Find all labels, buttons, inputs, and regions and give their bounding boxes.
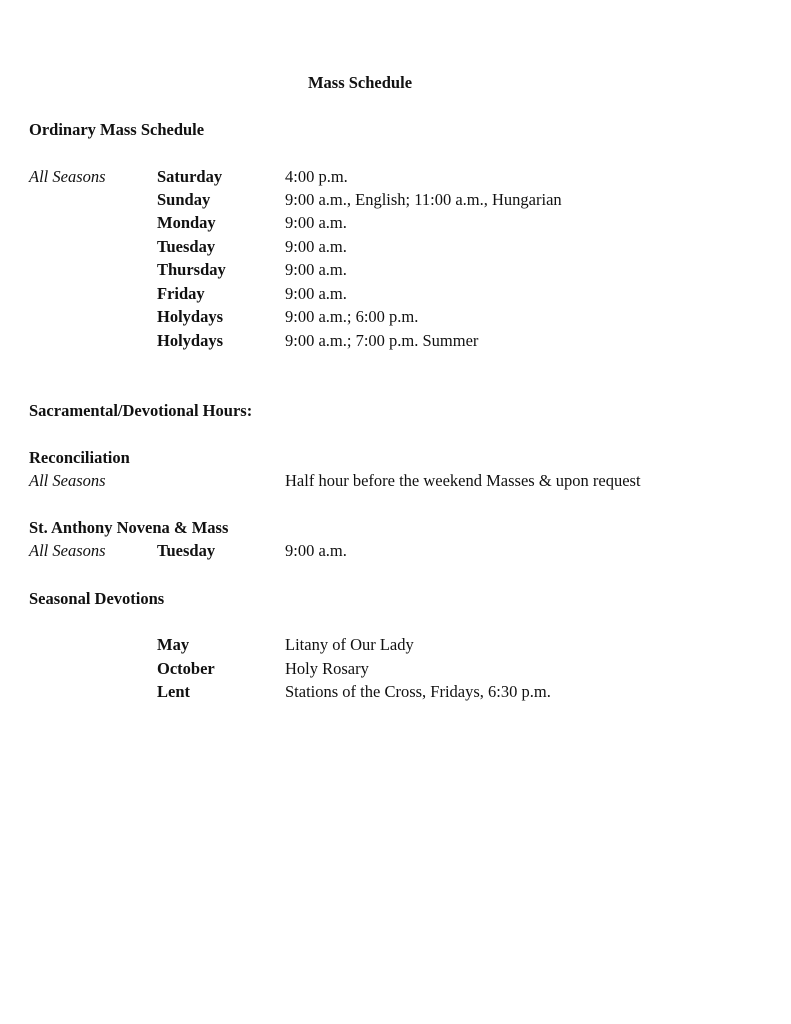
time-value: 9:00 a.m. (285, 260, 347, 279)
novena-heading: St. Anthony Novena & Mass (29, 518, 229, 537)
schedule-row (0, 284, 791, 306)
schedule-row (0, 331, 791, 353)
time-value: 9:00 a.m., English; 11:00 a.m., Hungarian (285, 190, 562, 209)
reconciliation-heading: Reconciliation (29, 448, 130, 467)
schedule-row (0, 237, 791, 259)
ordinary-schedule-heading: Ordinary Mass Schedule (29, 120, 205, 139)
schedule-row (0, 307, 791, 329)
day-label: Sunday (157, 190, 211, 209)
day-label: Friday (157, 284, 205, 303)
reconciliation-row (0, 471, 791, 493)
devotion-value: Holy Rosary (285, 659, 369, 678)
day-label: Holydays (157, 331, 224, 350)
schedule-row (0, 213, 791, 235)
devotion-value: Litany of Our Lady (285, 635, 414, 654)
devotion-row (0, 682, 791, 704)
schedule-row (0, 190, 791, 212)
season-label: All Seasons (29, 471, 106, 490)
time-value: 9:00 a.m.; 7:00 p.m. Summer (285, 331, 479, 350)
devotion-row (0, 659, 791, 681)
day-label: Thursday (157, 260, 226, 279)
season-label: All Seasons (29, 541, 106, 560)
day-label: Tuesday (157, 237, 216, 256)
schedule-row (0, 167, 791, 189)
novena-row (0, 541, 791, 563)
time-value: 9:00 a.m. (285, 213, 347, 232)
day-label: Saturday (157, 167, 223, 186)
devotion-value: Stations of the Cross, Fridays, 6:30 p.m. (285, 682, 551, 701)
sacramental-hours-heading: Sacramental/Devotional Hours: (29, 401, 253, 420)
day-label: Holydays (157, 307, 224, 326)
day-label: Tuesday (157, 541, 216, 560)
season-label: All Seasons (29, 167, 106, 186)
time-value: 9:00 a.m. (285, 284, 347, 303)
time-value: 9:00 a.m. (285, 541, 347, 560)
page-title: Mass Schedule (307, 73, 413, 92)
period-label: May (157, 635, 190, 654)
schedule-row (0, 260, 791, 282)
time-value: Half hour before the weekend Masses & upon request (285, 471, 641, 490)
time-value: 9:00 a.m. (285, 237, 347, 256)
time-value: 9:00 a.m.; 6:00 p.m. (285, 307, 419, 326)
devotion-row (0, 635, 791, 657)
day-label: Monday (157, 213, 216, 232)
seasonal-devotions-heading: Seasonal Devotions (29, 589, 165, 608)
time-value: 4:00 p.m. (285, 167, 348, 186)
period-label: Lent (157, 682, 190, 701)
period-label: October (157, 659, 215, 678)
